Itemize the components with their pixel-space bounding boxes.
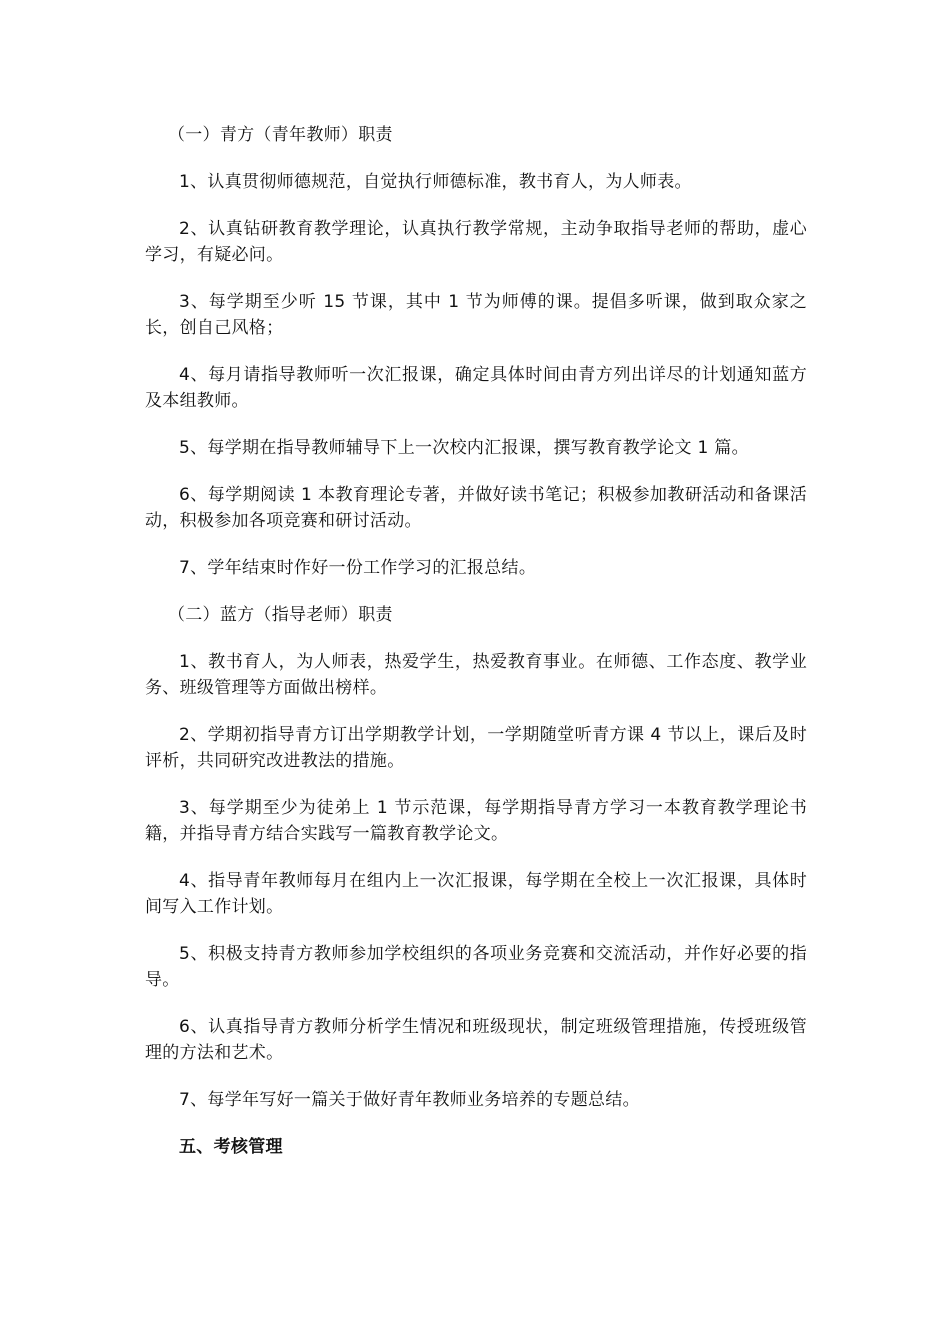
list-item: 6、认真指导青方教师分析学生情况和班级现状，制定班级管理措施，传授班级管理的方法和艺术。 [145,1017,807,1063]
list-item: 4、指导青年教师每月在组内上一次汇报课，每学期在全校上一次汇报课，具体时间写入工作计划。 [145,871,807,917]
list-item: 5、每学期在指导教师辅导下上一次校内汇报课，撰写教育教学论文 1 篇。 [179,438,749,458]
list-item: 6、每学期阅读 1 本教育理论专著，并做好读书笔记；积极参加教研活动和备课活动，积极参加各项竞赛和研讨活动。 [145,485,807,531]
list-item: 1、教书育人，为人师表，热爱学生，热爱教育事业。在师德、工作态度、教学业务、班级管理等方面做出榜样。 [145,652,807,698]
list-item: 1、认真贯彻师德规范，自觉执行师德标准，教书育人，为人师表。 [179,172,692,192]
list-item: 2、学期初指导青方订出学期教学计划，一学期随堂听青方课 4 节以上，课后及时评析，共同研究改进教法的措施。 [145,725,807,771]
list-item: 7、每学年写好一篇关于做好青年教师业务培养的专题总结。 [179,1090,640,1110]
list-item: 7、学年结束时作好一份工作学习的汇报总结。 [179,558,537,578]
list-item: 3、每学期至少听 15 节课，其中 1 节为师傅的课。提倡多听课，做到取众家之长，创自己风格； [145,292,807,338]
list-item: 3、每学期至少为徒弟上 1 节示范课，每学期指导青方学习一本教育教学理论书籍，并指导青方结合实践写一篇教育教学论文。 [145,798,807,844]
section-heading-youth-teacher: （一）青方（青年教师）职责 [167,125,393,145]
section-heading-mentor: （二）蓝方（指导老师）职责 [167,605,393,625]
list-item: 2、认真钻研教育教学理论，认真执行教学常规，主动争取指导老师的帮助，虚心学习，有疑必问。 [145,219,807,265]
list-item: 4、每月请指导教师听一次汇报课，确定具体时间由青方列出详尽的计划通知蓝方及本组教师。 [145,365,807,411]
list-item: 5、积极支持青方教师参加学校组织的各项业务竞赛和交流活动，并作好必要的指导。 [145,944,807,990]
document-body [145,122,807,1181]
section-title-assessment: 五、考核管理 [179,1137,283,1157]
